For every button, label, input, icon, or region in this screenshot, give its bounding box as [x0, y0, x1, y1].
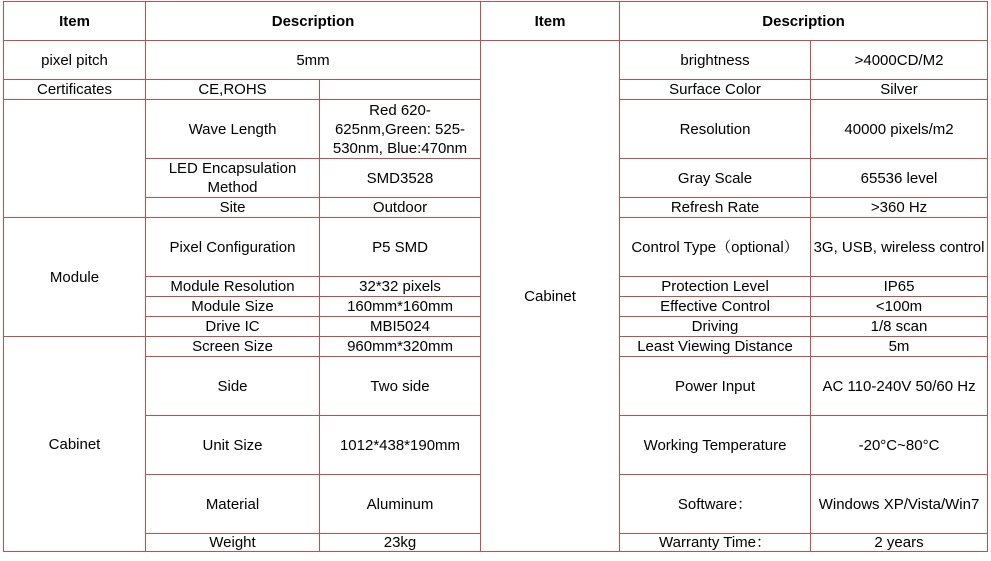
value-pixel-pitch: 5mm — [146, 41, 481, 80]
label-refresh-rate: Refresh Rate — [620, 198, 811, 218]
value-control-type: 3G, USB, wireless control — [811, 218, 988, 277]
value-module-size: 160mm*160mm — [320, 297, 481, 317]
label-led-encapsulation: LED Encapsulation Method — [146, 159, 320, 198]
label-certificates: Certificates — [4, 80, 146, 100]
group-module-left: Module — [4, 218, 146, 337]
value-software: Windows XP/Vista/Win7 — [811, 475, 988, 534]
label-material: Material — [146, 475, 320, 534]
label-drive-ic: Drive IC — [146, 317, 320, 337]
label-screen-size: Screen Size — [146, 337, 320, 357]
value-warranty-time: 2 years — [811, 534, 988, 552]
header-item-left: Item — [4, 2, 146, 41]
value-surface-color: Silver — [811, 80, 988, 100]
label-working-temperature: Working Temperature — [620, 416, 811, 475]
spec-table — [3, 1, 988, 552]
label-weight: Weight — [146, 534, 320, 552]
label-unit-size: Unit Size — [146, 416, 320, 475]
value-screen-size: 960mm*320mm — [320, 337, 481, 357]
label-side: Side — [146, 357, 320, 416]
header-row — [4, 2, 988, 41]
label-effective-control: Effective Control — [620, 297, 811, 317]
value-driving: 1/8 scan — [811, 317, 988, 337]
value-refresh-rate: >360 Hz — [811, 198, 988, 218]
empty-cell — [320, 80, 481, 100]
label-power-input: Power Input — [620, 357, 811, 416]
group-cabinet-left: Cabinet — [4, 337, 146, 552]
label-pixel-configuration: Pixel Configuration — [146, 218, 320, 277]
value-drive-ic: MBI5024 — [320, 317, 481, 337]
value-effective-control: <100m — [811, 297, 988, 317]
label-least-viewing-distance: Least Viewing Distance — [620, 337, 811, 357]
value-unit-size: 1012*438*190mm — [320, 416, 481, 475]
label-protection-level: Protection Level — [620, 277, 811, 297]
value-resolution: 40000 pixels/m2 — [811, 100, 988, 159]
value-side: Two side — [320, 357, 481, 416]
group-cabinet-right: Cabinet — [481, 41, 620, 552]
value-gray-scale: 65536 level — [811, 159, 988, 198]
value-led-encapsulation: SMD3528 — [320, 159, 481, 198]
label-site: Site — [146, 198, 320, 218]
label-pixel-pitch: pixel pitch — [4, 41, 146, 80]
header-description-right: Description — [620, 2, 988, 41]
label-surface-color: Surface Color — [620, 80, 811, 100]
value-certificates: CE,ROHS — [146, 80, 320, 100]
label-module-resolution: Module Resolution — [146, 277, 320, 297]
value-pixel-configuration: P5 SMD — [320, 218, 481, 277]
value-protection-level: IP65 — [811, 277, 988, 297]
label-control-type: Control Type（optional） — [620, 218, 811, 277]
value-brightness: >4000CD/M2 — [811, 41, 988, 80]
label-resolution: Resolution — [620, 100, 811, 159]
label-brightness: brightness — [620, 41, 811, 80]
value-least-viewing-distance: 5m — [811, 337, 988, 357]
label-gray-scale: Gray Scale — [620, 159, 811, 198]
value-working-temperature: -20°C~80°C — [811, 416, 988, 475]
value-wave-length: Red 620-625nm,Green: 525-530nm, Blue:470nm — [320, 100, 481, 159]
value-module-resolution: 32*32 pixels — [320, 277, 481, 297]
label-driving: Driving — [620, 317, 811, 337]
value-material: Aluminum — [320, 475, 481, 534]
value-power-input: AC 110-240V 50/60 Hz — [811, 357, 988, 416]
label-wave-length: Wave Length — [146, 100, 320, 159]
value-weight: 23kg — [320, 534, 481, 552]
table-row — [4, 41, 988, 80]
label-software: Software： — [620, 475, 811, 534]
empty-group-cell — [4, 100, 146, 218]
label-warranty-time: Warranty Time： — [620, 534, 811, 552]
header-item-right: Item — [481, 2, 620, 41]
label-module-size: Module Size — [146, 297, 320, 317]
header-description-left: Description — [146, 2, 481, 41]
value-site: Outdoor — [320, 198, 481, 218]
